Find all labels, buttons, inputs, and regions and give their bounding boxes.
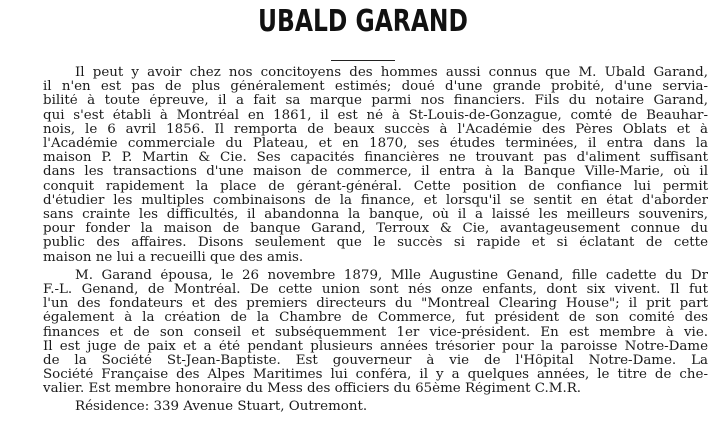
text-line: de la Société St-Jean-Baptiste. Est gouverneur à vie de l'Hôpital Notre-Dame. La: [43, 354, 708, 369]
text-line: dans les transactions d'une maison de commerce, il entra à la Banque Ville-Marie, où il: [43, 165, 708, 180]
text-line: d'étudier les multiples combinaisons de la finance, et lorsqu'il se sentit en état d'aborder: [43, 193, 708, 208]
text-line: public des affaires. Disons seulement que le succès si rapide et si éclatant de cette: [43, 236, 708, 251]
text-line: maison P. P. Martin & Cie. Ses capacités financières ne trouvant pas d'aliment suffisant: [43, 151, 708, 166]
text-line: Société Française des Alpes Maritimes lui conféra, il y a quelques années, le titre de che-: [43, 368, 708, 383]
text-line: l'Académie commerciale du Plateau, et en 1870, ses études terminées, il entra dans la: [43, 137, 708, 152]
text-line: bilité à toute épreuve, il a fait sa marque parmi nos financiers. Fils du notaire Garand,: [43, 94, 708, 109]
text-line: pour fonder la maison de banque Garand, Terroux & Cie, avantageusement connue du: [43, 222, 708, 237]
residence-line: Résidence: 339 Avenue Stuart, Outremont.: [75, 398, 368, 414]
text-line: qui s'est établi à Montréal en 1861, il est né à St-Louis-de-Gonzague, comté de Beauhar-: [43, 108, 708, 123]
text-line: valier. Est membre honoraire du Mess des officiers du 65ème Régiment C.M.R.: [43, 382, 582, 397]
text-line: sans crainte les difficultés, il abandonna la banque, où il a laissé les meilleurs souvenirs,: [43, 208, 708, 223]
paragraph-1: [43, 66, 708, 265]
page-title: UBALD GARAND: [258, 4, 468, 39]
text-line: conquit rapidement la place de gérant-général. Cette position de confiance lui permit: [43, 179, 708, 194]
paragraph-2: [43, 269, 708, 397]
text-line: l'un des fondateurs et des premiers directeurs du "Montreal Clearing House"; il prit part: [43, 297, 708, 312]
text-line: F.-L. Genand, de Montréal. De cette union sont nés onze enfants, dont six vivent. Il fut: [43, 283, 708, 298]
text-line: Il est juge de paix et a été pendant plusieurs années trésorier pour la paroisse Notre-Dame: [43, 339, 708, 354]
text-line: M. Garand épousa, le 26 novembre 1879, Mlle Augustine Genand, fille cadette du Dr: [75, 268, 708, 283]
biography-text: [43, 66, 708, 414]
text-line: il n'en est pas de plus généralement estimés; doué d'une grande probité, d'une servia-: [43, 80, 708, 95]
text-line: nois, le 6 avril 1856. Il remporta de beaux succès à l'Académie des Pères Oblats et à: [43, 122, 708, 137]
text-line: maison ne lui a recueilli que des amis.: [43, 250, 304, 265]
text-line: Il peut y avoir chez nos concitoyens des hommes aussi connus que M. Ubald Garand,: [75, 66, 708, 80]
text-line: également à la création de la Chambre de Commerce, fut président de son comité des: [43, 311, 708, 326]
title-divider: [331, 60, 395, 61]
text-line: finances et de son conseil et subséquemment 1er vice-président. En est membre à vie.: [43, 325, 708, 340]
